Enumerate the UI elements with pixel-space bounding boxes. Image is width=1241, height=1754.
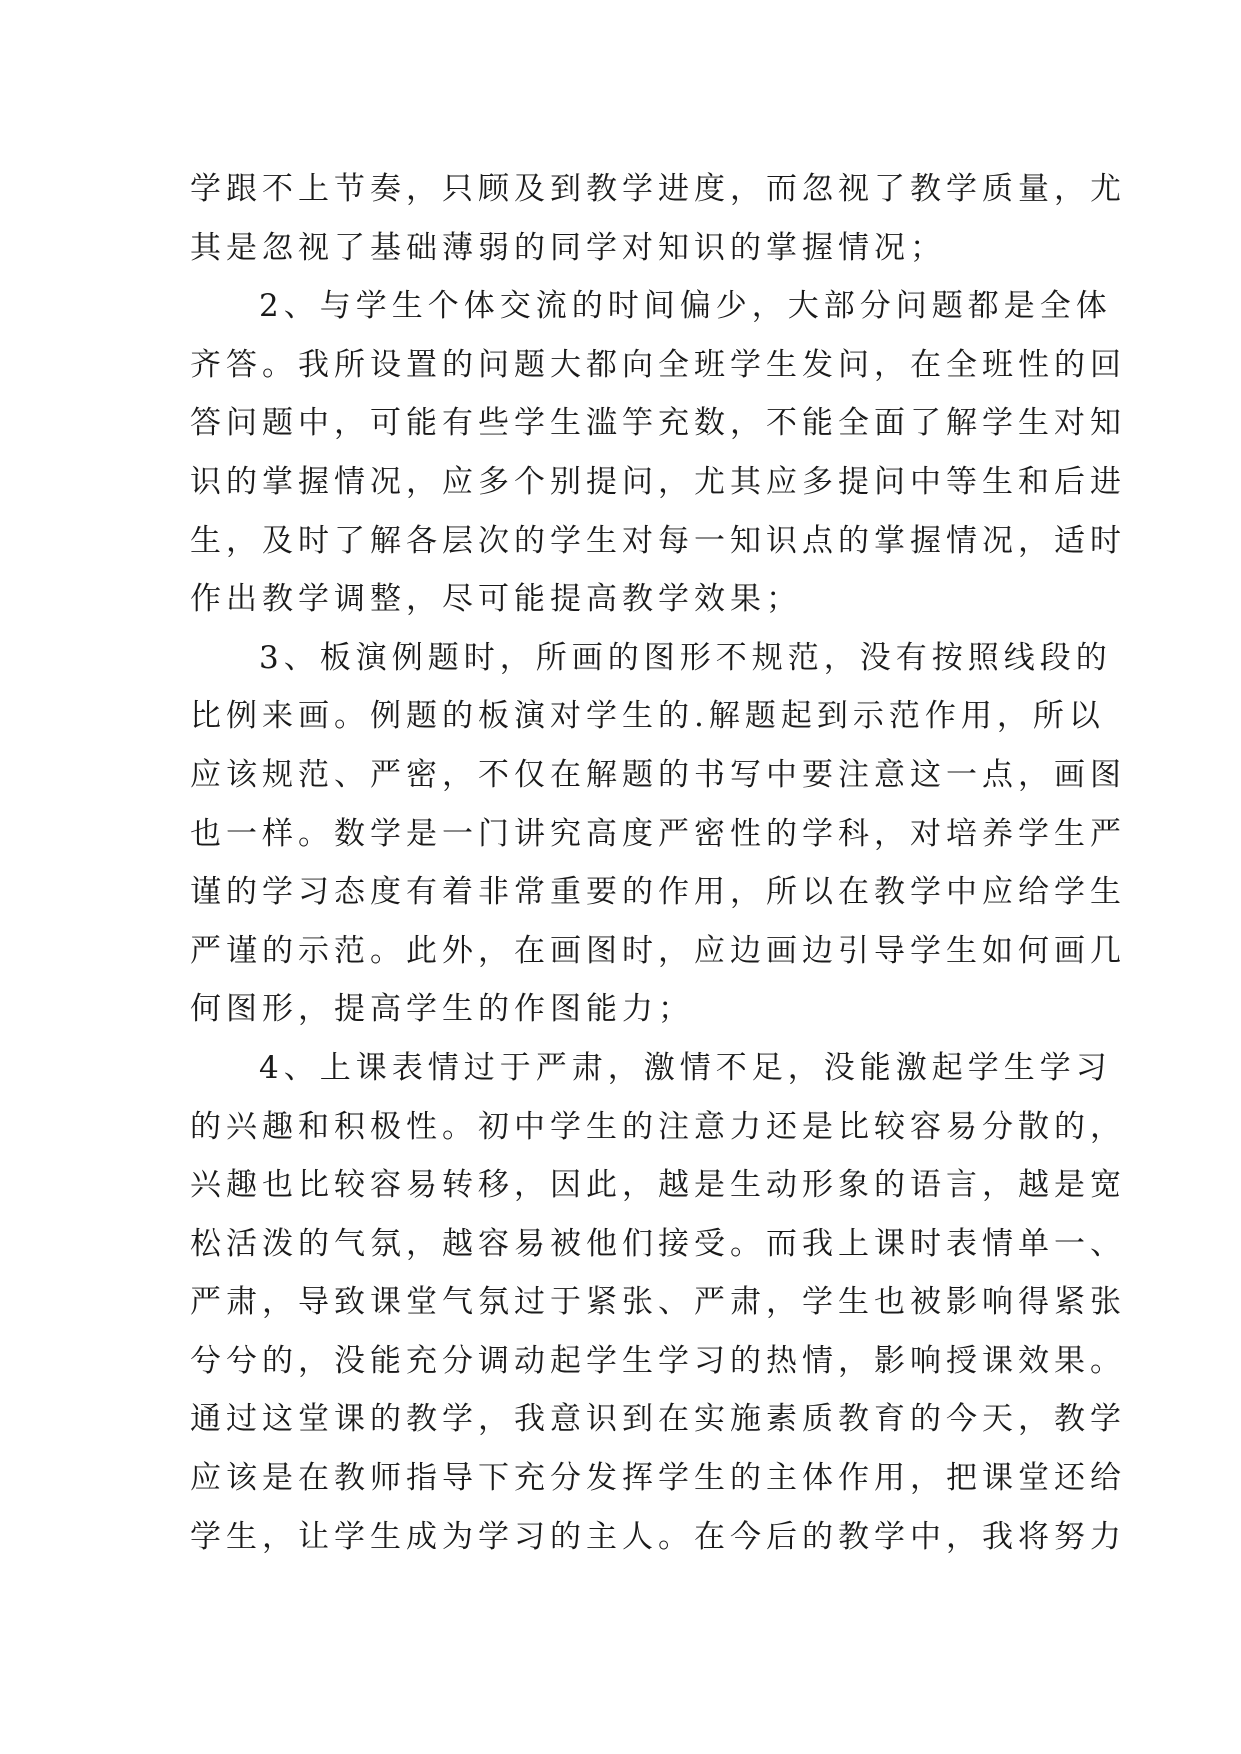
paragraph-first-line: 2、与学生个体交流的时间偏少，大部分问题都是全体 xyxy=(259,288,1112,325)
text-line: 兮兮的，没能充分调动起学生学习的热情，影响授课效果。 xyxy=(190,1342,1126,1379)
text-line: 其是忽视了基础薄弱的同学对知识的掌握情况； xyxy=(190,229,946,266)
text-line: 作出教学调整，尽可能提高教学效果； xyxy=(190,581,802,618)
text-line: 松活泼的气氛，越容易被他们接受。而我上课时表情单一、 xyxy=(190,1225,1126,1262)
text-line: 学跟不上节奏，只顾及到教学进度，而忽视了教学质量，尤 xyxy=(190,171,1126,207)
text-line: 识的掌握情况，应多个别提问，尤其应多提问中等生和后进 xyxy=(190,463,1126,500)
text-line: 兴趣也比较容易转移，因此，越是生动形象的语言，越是宽 xyxy=(190,1167,1126,1204)
text-line: 学生，让学生成为学习的主人。在今后的教学中，我将努力 xyxy=(190,1518,1126,1555)
document-body xyxy=(190,160,1126,1566)
text-line: 通过这堂课的教学，我意识到在实施素质教育的今天，教学 xyxy=(190,1401,1126,1438)
text-line: 应该规范、严密，不仅在解题的书写中要注意这一点，画图 xyxy=(190,756,1126,793)
text-line: 何图形，提高学生的作图能力； xyxy=(190,991,694,1028)
text-line: 也一样。数学是一门讲究高度严密性的学科，对培养学生严 xyxy=(190,815,1126,852)
text-line: 比例来画。例题的板演对学生的.解题起到示范作用，所以 xyxy=(190,698,1105,735)
text-line: 生，及时了解各层次的学生对每一知识点的掌握情况，适时 xyxy=(190,522,1126,559)
text-line: 谨的学习态度有着非常重要的作用，所以在教学中应给学生 xyxy=(190,874,1126,911)
text-line: 严谨的示范。此外，在画图时，应边画边引导学生如何画几 xyxy=(190,932,1126,969)
text-line: 应该是在教师指导下充分发挥学生的主体作用，把课堂还给 xyxy=(190,1460,1126,1497)
text-line: 的兴趣和积极性。初中学生的注意力还是比较容易分散的， xyxy=(190,1108,1126,1145)
text-line: 严肃，导致课堂气氛过于紧张、严肃，学生也被影响得紧张 xyxy=(190,1284,1126,1321)
text-line: 齐答。我所设置的问题大都向全班学生发问，在全班性的回 xyxy=(190,346,1126,383)
paragraph-first-line: 4、上课表情过于严肃，激情不足，没能激起学生学习 xyxy=(259,1049,1112,1086)
text-line: 答问题中，可能有些学生滥竽充数，不能全面了解学生对知 xyxy=(190,405,1126,442)
paragraph-first-line: 3、板演例题时，所画的图形不规范，没有按照线段的 xyxy=(259,639,1112,676)
